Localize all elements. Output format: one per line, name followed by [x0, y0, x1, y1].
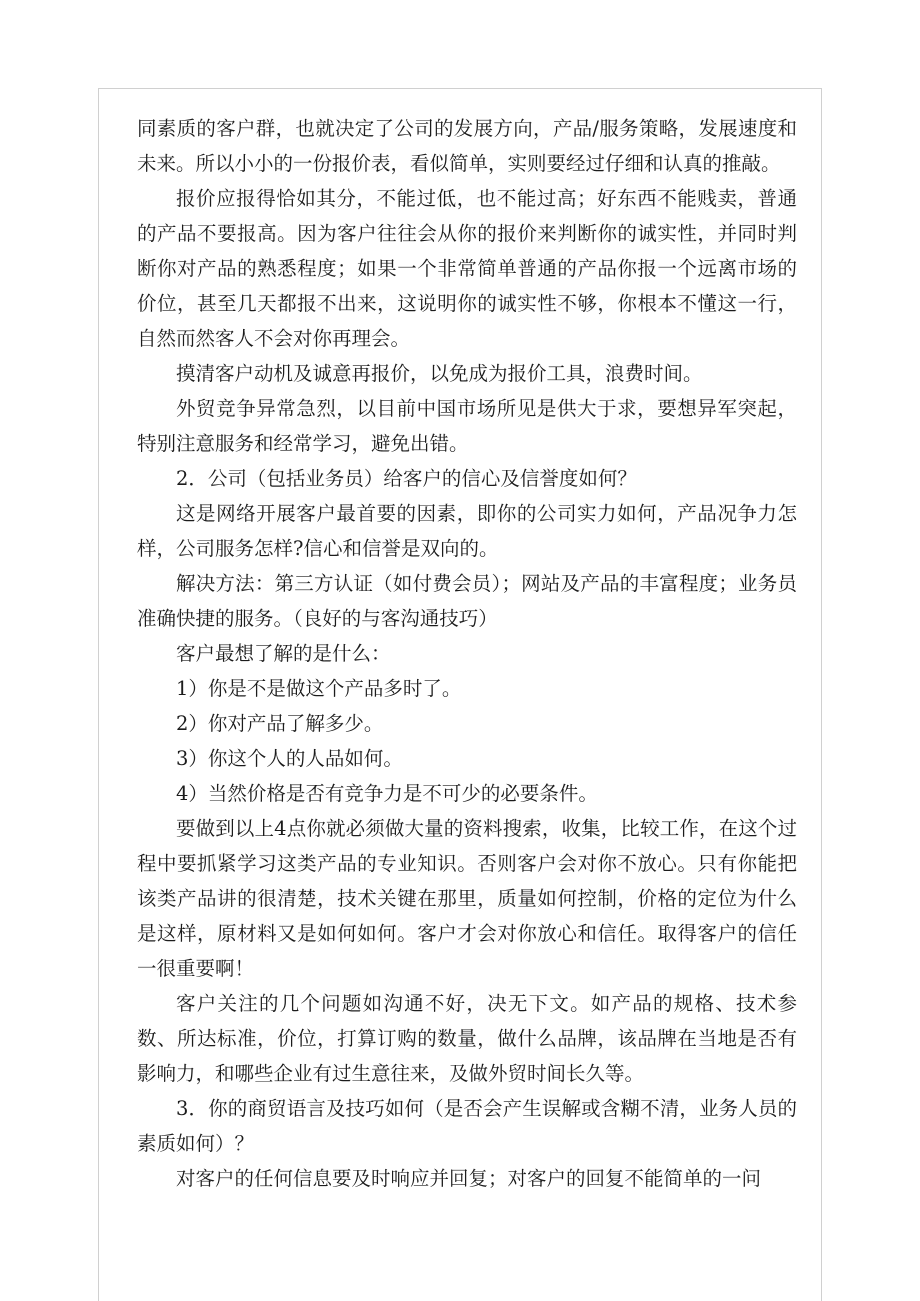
section-heading-3: 3．你的商贸语言及技巧如何（是否会产生误解或含糊不清，业务人员的素质如何）？: [137, 1097, 797, 1155]
list-item-2: 2）你对产品了解多少。: [176, 712, 384, 735]
paragraph-10: 对客户的任何信息要及时响应并回复；对客户的回复不能简单的一问: [176, 1167, 762, 1190]
paragraph-1: 同素质的客户群，也就决定了公司的发展方向，产品/服务策略，发展速度和未来。所以小小的一份报价表，看似简单，实则要经过仔细和认真的推敲。: [137, 117, 797, 175]
paragraph-3: 摸清客户动机及诚意再报价，以免成为报价工具，浪费时间。: [176, 362, 703, 385]
document-body: [137, 111, 797, 1196]
paragraph-2: 报价应报得恰如其分，不能过低，也不能过高；好东西不能贱卖，普通的产品不要报高。因为客户往往会从你的报价来判断你的诚实性，并同时判断你对产品的熟悉程度；如果一个非常简单普通的产品你报一个远离市场的价位，甚至几天都报不出来，这说明你的诚实性不够，你根本不懂这一行，自然而然客人不会对你再理会。: [137, 187, 797, 350]
section-heading-2: 2．公司（包括业务员）给客户的信心及信誉度如何？: [176, 467, 637, 490]
list-item-3: 3）你这个人的人品如何。: [176, 747, 403, 770]
list-item-4: 4）当然价格是否有竞争力是不可少的必要条件。: [176, 782, 598, 805]
paragraph-7: 客户最想了解的是什么：: [176, 642, 391, 665]
paragraph-4: 外贸竞争异常急烈，以目前中国市场所见是供大于求，要想异军突起，特别注意服务和经常学习，避免出错。: [137, 397, 797, 455]
list-item-1: 1）你是不是做这个产品多时了。: [176, 677, 462, 700]
paragraph-6: 解决方法：第三方认证（如付费会员）；网站及产品的丰富程度；业务员准确快捷的服务。（良好的与客沟通技巧）: [137, 572, 797, 630]
paragraph-9: 客户关注的几个问题如沟通不好，决无下文。如产品的规格、技术参数、所达标准，价位，打算订购的数量，做什么品牌，该品牌在当地是否有影响力，和哪些企业有过生意往来，及做外贸时间长久等。: [137, 992, 797, 1085]
paragraph-8: 要做到以上4点你就必须做大量的资料搜索，收集，比较工作，在这个过程中要抓紧学习这类产品的专业知识。否则客户会对你不放心。只有你能把该类产品讲的很清楚，技术关键在那里，质量如何控制，价格的定位为什么是这样，原材料又是如何如何。客户才会对你放心和信任。取得客户的信任一很重要啊！: [137, 817, 797, 980]
paragraph-5: 这是网络开展客户最首要的因素，即你的公司实力如何，产品况争力怎样，公司服务怎样?信心和信誉是双向的。: [137, 502, 797, 560]
